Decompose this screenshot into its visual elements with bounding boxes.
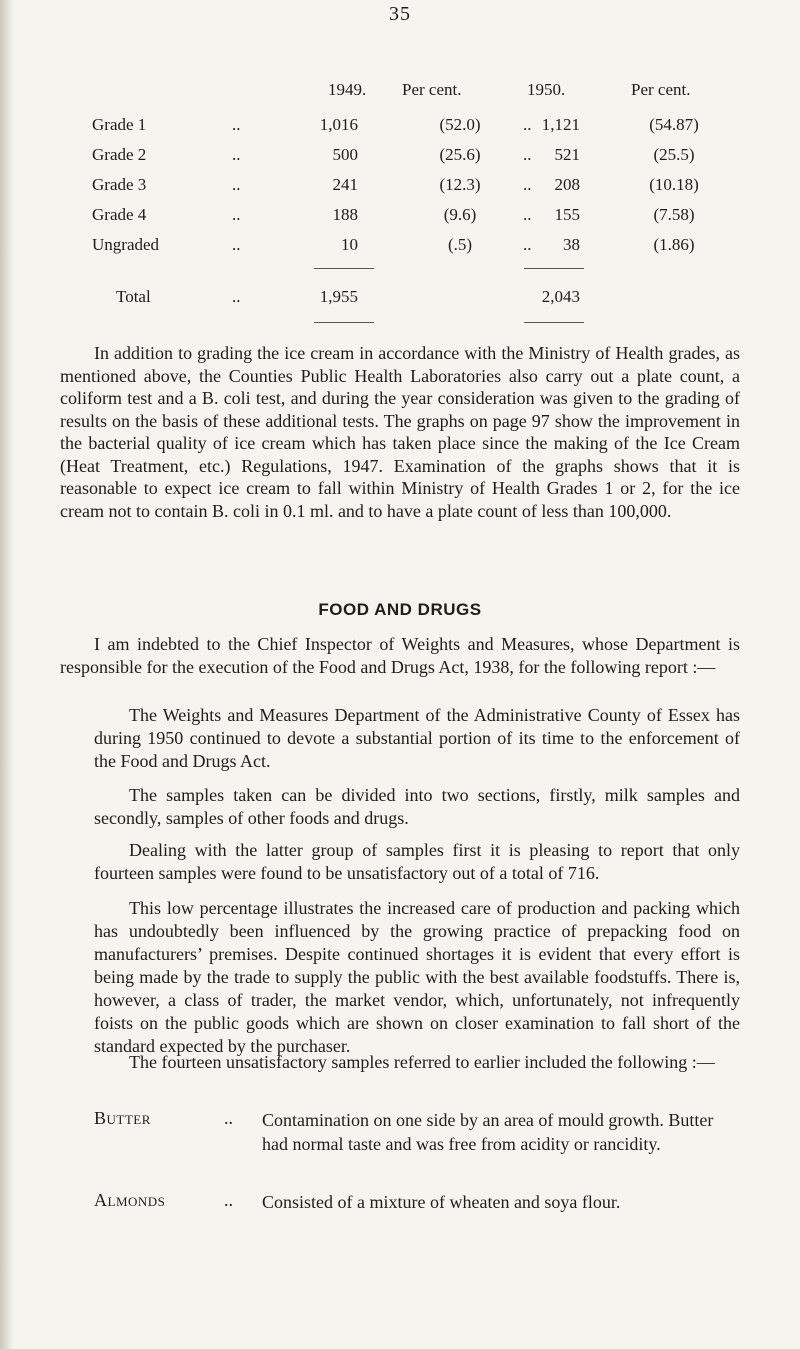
percent-1949: (12.3) [439, 175, 481, 194]
leader-dots: .. [232, 235, 241, 254]
row-label: Grade 1 [92, 115, 147, 134]
total-rule-bottom-1950 [524, 322, 584, 323]
leader-dots: .. [523, 205, 532, 224]
percent-1950: (10.18) [649, 175, 699, 194]
sample-name: Almonds [94, 1190, 166, 1210]
count-1949: 188 [332, 205, 358, 224]
leader-dots: .. [224, 1108, 233, 1128]
report-paragraph: The Weights and Measures Department of the Administrative County of Essex has during 1950 continued to devote a substantial portion of its time to the enforcement of the Food and Drugs Act. [94, 705, 740, 771]
leader-dots: .. [523, 145, 532, 164]
leader-dots: .. [232, 115, 241, 134]
header-1949: 1949. [328, 80, 367, 99]
leader-dots: .. [523, 235, 532, 254]
count-1949: 1,016 [319, 115, 358, 134]
report-paragraph: The fourteen unsatisfactory samples referred to earlier included the following :— [129, 1052, 715, 1072]
row-label: Grade 4 [92, 205, 147, 224]
total-rule-bottom-1949 [314, 322, 374, 323]
total-1949: 1,955 [319, 287, 358, 306]
header-percent-1950: Per cent. [631, 80, 691, 99]
row-label: Ungraded [92, 235, 160, 254]
percent-1949: (25.6) [439, 145, 481, 164]
page-binding-edge [0, 0, 14, 1349]
sample-note: Consisted of a mixture of wheaten and soya flour. [262, 1192, 621, 1212]
percent-1949: (.5) [447, 235, 473, 254]
count-1950: 521 [554, 145, 580, 164]
report-paragraph: Dealing with the latter group of samples first it is pleasing to report that only fourteen samples were found to be unsatisfactory out of a total of 716. [94, 840, 740, 883]
leader-dots: .. [523, 115, 532, 134]
count-1950: 1,121 [541, 115, 580, 134]
sample-note: Contamination on one side by an area of mould growth. Butter had normal taste and was free from acidity or rancidity. [262, 1110, 714, 1154]
percent-1950: (7.58) [653, 205, 695, 224]
leader-dots: .. [523, 175, 532, 194]
row-label: Grade 2 [92, 145, 147, 164]
count-1950: 155 [554, 205, 580, 224]
row-label: Grade 3 [92, 175, 147, 194]
sample-name: Butter [94, 1108, 151, 1128]
leader-dots: .. [232, 205, 241, 224]
report-paragraph: The samples taken can be divided into two sections, firstly, milk samples and secondly, samples of other foods and drugs. [94, 785, 740, 828]
total-label: Total [116, 287, 151, 306]
count-1950: 38 [563, 235, 580, 254]
leader-dots: .. [232, 145, 241, 164]
count-1949: 10 [341, 235, 358, 254]
total-rule-top-1950 [524, 268, 584, 269]
percent-1949: (9.6) [443, 205, 477, 224]
percent-1950: (1.86) [653, 235, 695, 254]
leader-dots: .. [232, 175, 241, 194]
count-1949: 500 [332, 145, 358, 164]
count-1950: 208 [554, 175, 580, 194]
percent-1950: (54.87) [649, 115, 699, 134]
count-1949: 241 [332, 175, 358, 194]
section-intro: I am indebted to the Chief Inspector of Weights and Measures, whose Department is responsible for the execution of the Food and Drugs Act, 1938, for the following report :— [60, 634, 740, 677]
header-1950: 1950. [527, 80, 566, 99]
leader-dots: .. [224, 1190, 233, 1210]
percent-1950: (25.5) [653, 145, 695, 164]
total-1950: 2,043 [541, 287, 580, 306]
total-rule-top-1949 [314, 268, 374, 269]
header-percent-1949: Per cent. [402, 80, 462, 99]
intro-paragraph: In addition to grading the ice cream in accordance with the Ministry of Health grades, as mentioned above, the Counties Public Health Laboratories also carry out a plate count, a coliform test and a B. coli test, and during the year consideration was given to the grading of results on the basis of these additional tests. The graphs on page 97 show the improvement in the bacterial quality of ice cream which has taken place since the making of the Ice Cream (Heat Treatment, etc.) Regulations, 1947. Examination of the graphs shows that it is reasonable to expect ice cream to fall within Ministry of Health Grades 1 or 2, for the ice cream not to contain B. coli in 0.1 ml. and to have a plate count of less than 100,000. [60, 343, 740, 521]
page-number: 35 [389, 3, 411, 25]
section-heading: FOOD AND DRUGS [318, 600, 482, 619]
leader-dots: .. [232, 287, 241, 306]
report-paragraph: This low percentage illustrates the increased care of production and packing which has undoubtedly been influenced by the growing practice of prepacking food on manufacturers’ premises. Despite continued shortages it is evident that every effort is being made by the trade to supply the public with the best available foodstuffs. There is, however, a class of trader, the market vendor, which, unfortunately, not infrequently foists on the public goods which are shown on closer examination to fall short of the standard expected by the purchaser. [94, 898, 740, 1056]
percent-1949: (52.0) [439, 115, 481, 134]
